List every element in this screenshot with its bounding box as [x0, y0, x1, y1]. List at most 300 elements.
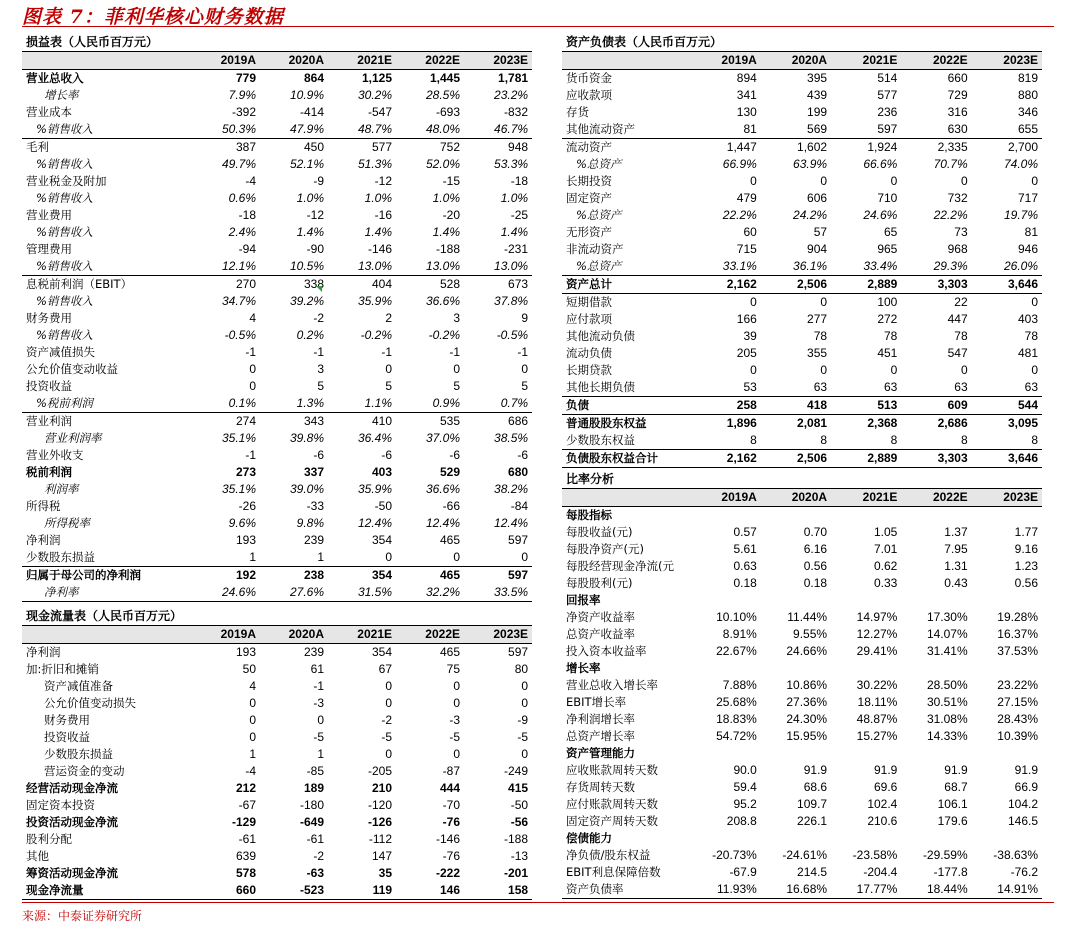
- row-label: %总资产: [576, 157, 622, 171]
- row-label: 应付款项: [566, 312, 612, 326]
- value-cell: 0: [385, 747, 392, 761]
- value-cell: 450: [303, 140, 324, 154]
- value-cell: 630: [901, 121, 971, 139]
- value-cell: -0.5%: [224, 328, 256, 342]
- row-label: %总资产: [562, 258, 691, 276]
- value-cell: 36.4%: [357, 431, 392, 445]
- value-cell: -1: [381, 345, 392, 359]
- value-cell: 18.44%: [901, 881, 971, 899]
- row-label: 公允价值变动收益: [26, 362, 118, 376]
- table-row: [22, 207, 532, 224]
- row-label: 长期投资: [566, 174, 612, 188]
- value-cell: 24.30%: [786, 712, 828, 726]
- value-cell: 81: [691, 121, 761, 139]
- value-cell: 25.68%: [716, 695, 757, 709]
- value-cell: -76: [442, 849, 460, 863]
- table-row: [562, 847, 1042, 864]
- value-cell: 1.0%: [500, 191, 529, 205]
- value-cell: 0: [820, 174, 828, 188]
- value-cell: -2: [313, 849, 324, 863]
- value-cell: -25: [510, 208, 529, 222]
- value-cell: 189: [303, 781, 324, 795]
- row-label: %销售收入: [22, 121, 192, 139]
- row-label: 管理费用: [26, 242, 72, 256]
- value-cell: 28.43%: [997, 712, 1038, 726]
- value-cell: -177.8: [933, 865, 968, 879]
- row-label: 流动资产: [566, 140, 612, 154]
- value-cell: -649: [299, 815, 324, 829]
- value-cell: 29.41%: [856, 644, 898, 658]
- value-cell: 35.9%: [357, 482, 392, 496]
- value-cell: 78: [954, 329, 968, 343]
- value-cell: 24.2%: [793, 208, 828, 222]
- value-cell: 22: [954, 295, 968, 309]
- value-cell: 0: [521, 747, 529, 761]
- value-cell: 31.08%: [926, 712, 968, 726]
- table-row: [562, 745, 1042, 762]
- value-cell: -5: [381, 730, 392, 744]
- value-cell: 192: [235, 568, 256, 582]
- value-cell: -23.58%: [852, 848, 898, 862]
- table-row: [562, 328, 1042, 345]
- row-label: 营业总收入: [22, 70, 192, 88]
- value-cell: 52.0%: [425, 157, 460, 171]
- value-cell: 715: [736, 242, 757, 256]
- row-label: 增长率: [44, 88, 79, 102]
- table-row: [22, 712, 532, 729]
- value-cell: -146: [435, 832, 460, 846]
- table-row: [22, 882, 532, 900]
- value-cell: 38.5%: [494, 431, 529, 445]
- value-cell: 17.77%: [831, 881, 901, 899]
- cashflow-panel: [22, 607, 532, 900]
- value-cell: 948: [508, 140, 529, 154]
- value-cell: 130: [736, 105, 757, 119]
- value-cell: 48.87%: [856, 712, 898, 726]
- value-cell: -205: [367, 764, 392, 778]
- value-cell: 2,335: [937, 140, 968, 154]
- year-header: 2022E: [396, 52, 464, 70]
- table-row: [562, 345, 1042, 362]
- row-label: 净利润: [26, 645, 61, 659]
- row-label: 营业总收入增长率: [566, 678, 658, 692]
- table-row: [22, 378, 532, 395]
- value-cell: 4: [249, 679, 256, 693]
- value-cell: 37.53%: [997, 644, 1038, 658]
- row-label: 少数股东损益: [22, 549, 192, 567]
- value-cell: [901, 830, 971, 847]
- value-cell: -9: [517, 713, 529, 727]
- value-cell: 729: [947, 88, 968, 102]
- value-cell: 214.5: [797, 865, 828, 879]
- table-row: [22, 139, 532, 157]
- figure-title: 图表 7：菲利华核心财务数据: [22, 6, 284, 28]
- value-cell: 5: [453, 379, 460, 393]
- value-cell: -0.2%: [360, 328, 392, 342]
- year-header: 2020A: [260, 52, 328, 70]
- value-cell: 9.8%: [296, 516, 324, 530]
- value-cell: 451: [877, 346, 898, 360]
- value-cell: 1.77: [1014, 525, 1038, 539]
- value-cell: -5: [313, 730, 324, 744]
- value-cell: 34.7%: [221, 294, 256, 308]
- row-label: 其他: [26, 849, 49, 863]
- value-cell: 36.1%: [761, 258, 831, 276]
- value-cell: 30.2%: [357, 88, 392, 102]
- row-label: 净负债/股东权益: [566, 848, 651, 862]
- value-cell: -94: [238, 242, 256, 256]
- value-cell: -693: [435, 105, 460, 119]
- value-cell: 36.6%: [425, 294, 460, 308]
- value-cell: 9: [521, 311, 529, 325]
- value-cell: 0: [249, 362, 256, 376]
- value-cell: 577: [877, 88, 898, 102]
- value-cell: 10.39%: [997, 729, 1038, 743]
- table-row: [562, 362, 1042, 379]
- row-label: 加:折旧和摊销: [26, 662, 99, 676]
- row-label: 普通股股东权益: [566, 416, 647, 430]
- value-cell: 239: [303, 645, 324, 659]
- value-cell: -76.2: [1010, 865, 1038, 879]
- value-cell: 1.31: [944, 559, 968, 573]
- value-cell: 404: [371, 277, 392, 291]
- value-cell: -5: [517, 730, 529, 744]
- value-cell: 81: [1024, 225, 1038, 239]
- value-cell: 147: [371, 849, 392, 863]
- value-cell: 0: [453, 747, 460, 761]
- value-cell: 0.43: [944, 576, 968, 590]
- value-cell: 1.4%: [500, 225, 529, 239]
- value-cell: 0: [521, 362, 529, 376]
- value-cell: 27.6%: [260, 584, 328, 602]
- row-label: %销售收入: [22, 258, 192, 276]
- value-cell: -120: [367, 798, 392, 812]
- row-label: 营业税金及附加: [26, 174, 107, 188]
- value-cell: -1: [313, 345, 324, 359]
- value-cell: -2: [381, 713, 392, 727]
- row-label: %税前利润: [22, 395, 192, 413]
- table-row: [22, 695, 532, 712]
- value-cell: -146: [367, 242, 392, 256]
- table-row: [22, 584, 532, 602]
- value-cell: 53.3%: [494, 157, 529, 171]
- value-cell: 8.91%: [722, 627, 757, 641]
- header-blank: [562, 489, 691, 507]
- value-cell: 0.56: [803, 559, 828, 573]
- row-label: 货币资金: [566, 71, 612, 85]
- value-cell: 0.70: [803, 525, 828, 539]
- row-label: 应收账款周转天数: [566, 763, 658, 777]
- value-cell: 179.6: [937, 814, 968, 828]
- value-cell: 465: [439, 568, 460, 582]
- value-cell: 529: [439, 465, 460, 479]
- value-cell: -188: [435, 242, 460, 256]
- table-row: [562, 575, 1042, 592]
- table-row: [22, 848, 532, 865]
- value-cell: 24.66%: [786, 644, 828, 658]
- value-cell: 73: [954, 225, 968, 239]
- value-cell: 68.6: [803, 780, 828, 794]
- value-cell: -0.5%: [496, 328, 529, 342]
- value-cell: -222: [435, 866, 460, 880]
- value-cell: 14.91%: [972, 881, 1042, 899]
- row-label: %销售收入: [36, 328, 93, 342]
- value-cell: 439: [807, 88, 828, 102]
- value-cell: 338: [303, 277, 324, 291]
- row-label: 每股指标: [566, 508, 612, 522]
- value-cell: [972, 660, 1042, 677]
- value-cell: 13.0%: [396, 258, 464, 276]
- value-cell: 609: [901, 397, 971, 415]
- value-cell: 0: [890, 363, 898, 377]
- year-header: 2021E: [831, 489, 901, 507]
- value-cell: 880: [1017, 88, 1038, 102]
- value-cell: -1: [517, 345, 529, 359]
- table-row: [562, 711, 1042, 728]
- value-cell: 1,447: [726, 140, 757, 154]
- value-cell: 544: [972, 397, 1042, 415]
- row-label: %销售收入: [36, 157, 93, 171]
- income-table: [22, 33, 532, 602]
- row-label: 投资活动现金净流: [26, 815, 118, 829]
- value-cell: 47.9%: [260, 121, 328, 139]
- table-row: [562, 813, 1042, 830]
- row-label: 投资收益: [26, 379, 72, 393]
- row-label: 投资收益: [44, 730, 90, 744]
- table-row: [562, 87, 1042, 104]
- value-cell: 395: [807, 71, 828, 85]
- value-cell: 2.4%: [228, 225, 256, 239]
- row-label: %销售收入: [36, 294, 93, 308]
- value-cell: 51.3%: [357, 157, 392, 171]
- value-cell: 0: [249, 696, 256, 710]
- row-label: 股利分配: [26, 832, 72, 846]
- value-cell: 166: [736, 312, 757, 326]
- value-cell: 1.3%: [260, 395, 328, 413]
- value-cell: -20.73%: [712, 848, 757, 862]
- value-cell: 0: [385, 362, 392, 376]
- value-cell: -50: [374, 499, 392, 513]
- value-cell: [831, 745, 901, 762]
- value-cell: 387: [235, 140, 256, 154]
- value-cell: -76: [442, 815, 460, 829]
- value-cell: 717: [1017, 191, 1038, 205]
- table-row: [22, 310, 532, 327]
- value-cell: 33.5%: [464, 584, 532, 602]
- value-cell: 1,781: [464, 70, 532, 88]
- row-label: 营业外收支: [26, 448, 84, 462]
- value-cell: 0.18: [733, 576, 757, 590]
- value-cell: 49.7%: [221, 157, 256, 171]
- value-cell: 210.6: [867, 814, 898, 828]
- value-cell: 13.0%: [464, 258, 532, 276]
- value-cell: 5: [385, 379, 392, 393]
- table-row: [22, 746, 532, 763]
- value-cell: 1,602: [797, 140, 828, 154]
- value-cell: [831, 592, 901, 609]
- value-cell: -3: [313, 696, 324, 710]
- value-cell: 1.05: [874, 525, 898, 539]
- table-row: [22, 361, 532, 378]
- value-cell: 39: [743, 329, 757, 343]
- value-cell: 39.8%: [289, 431, 324, 445]
- row-label: 少数股东损益: [44, 747, 113, 761]
- value-cell: [691, 507, 761, 525]
- value-cell: 19.7%: [1003, 208, 1038, 222]
- value-cell: 28.5%: [425, 88, 460, 102]
- value-cell: 119: [328, 882, 396, 900]
- table-row: [22, 814, 532, 831]
- table-row: [562, 694, 1042, 711]
- value-cell: 273: [235, 465, 256, 479]
- value-cell: 2,506: [761, 450, 831, 468]
- table-row: [562, 541, 1042, 558]
- green-cell-marker: [316, 286, 322, 292]
- value-cell: 35: [378, 866, 392, 880]
- table-row: [562, 609, 1042, 626]
- value-cell: 0.57: [733, 525, 757, 539]
- value-cell: 0: [453, 696, 460, 710]
- value-cell: -129: [231, 815, 256, 829]
- value-cell: 270: [235, 277, 256, 291]
- value-cell: 577: [371, 140, 392, 154]
- value-cell: -547: [367, 105, 392, 119]
- year-header: 2021E: [328, 52, 396, 70]
- row-label: 负债: [562, 397, 691, 415]
- value-cell: 5: [317, 379, 324, 393]
- table-row: [22, 430, 532, 447]
- title-rule: [22, 26, 1054, 27]
- value-cell: 8: [831, 432, 901, 450]
- value-cell: 7.88%: [722, 678, 757, 692]
- value-cell: -12: [374, 174, 392, 188]
- value-cell: -180: [299, 798, 324, 812]
- value-cell: 48.7%: [328, 121, 396, 139]
- value-cell: 31.5%: [328, 584, 396, 602]
- value-cell: -6: [381, 448, 392, 462]
- value-cell: 66.9%: [722, 157, 757, 171]
- value-cell: 1: [192, 549, 260, 567]
- value-cell: 444: [439, 781, 460, 795]
- value-cell: -1: [245, 448, 256, 462]
- value-cell: 10.86%: [786, 678, 828, 692]
- value-cell: [901, 507, 971, 525]
- table-row: [22, 865, 532, 882]
- table-row: [562, 276, 1042, 294]
- value-cell: 3,646: [972, 276, 1042, 294]
- value-cell: -66: [442, 499, 460, 513]
- table-row: [22, 549, 532, 567]
- value-cell: -3: [449, 713, 460, 727]
- value-cell: 14.33%: [926, 729, 968, 743]
- value-cell: 59.4: [733, 780, 757, 794]
- value-cell: 1,924: [867, 140, 898, 154]
- table-row: [22, 678, 532, 695]
- value-cell: 146.5: [1007, 814, 1038, 828]
- row-label: 息税前利润（EBIT）: [26, 277, 133, 291]
- row-label: 固定资产: [566, 191, 612, 205]
- table-row: [562, 294, 1042, 312]
- row-label: 短期借款: [566, 295, 612, 309]
- table-row: [22, 70, 532, 88]
- table-row: [562, 379, 1042, 397]
- value-cell: [761, 507, 831, 525]
- year-header: 2022E: [901, 489, 971, 507]
- value-cell: 732: [947, 191, 968, 205]
- value-cell: 32.2%: [396, 584, 464, 602]
- table-row: [562, 397, 1042, 415]
- table-row: [562, 728, 1042, 745]
- value-cell: 2,368: [867, 416, 898, 430]
- value-cell: 0: [317, 713, 324, 727]
- value-cell: 37.0%: [425, 431, 460, 445]
- row-label: 流动负债: [566, 346, 612, 360]
- value-cell: 274: [235, 414, 256, 428]
- value-cell: 12.4%: [357, 516, 392, 530]
- value-cell: 22.67%: [716, 644, 757, 658]
- row-label: 无形资产: [566, 225, 612, 239]
- value-cell: 0: [249, 713, 256, 727]
- row-label: 筹资活动现金净流: [26, 866, 118, 880]
- table-row: [562, 207, 1042, 224]
- row-label: 存货: [566, 105, 589, 119]
- value-cell: 0.1%: [192, 395, 260, 413]
- row-label: 所得税率: [44, 516, 90, 530]
- value-cell: 779: [192, 70, 260, 88]
- header-blank: [22, 52, 192, 70]
- value-cell: [901, 592, 971, 609]
- value-cell: 54.72%: [716, 729, 757, 743]
- value-cell: 57: [813, 225, 828, 239]
- value-cell: 1.0%: [432, 191, 460, 205]
- row-label: 资产负债率: [562, 881, 691, 899]
- value-cell: 3,646: [972, 450, 1042, 468]
- table-row: [562, 311, 1042, 328]
- value-cell: 33.4%: [831, 258, 901, 276]
- row-label: 存货周转天数: [566, 780, 635, 794]
- table-row: [562, 677, 1042, 694]
- value-cell: 91.9: [944, 763, 968, 777]
- value-cell: 18.11%: [857, 695, 898, 709]
- row-label: 营业费用: [26, 208, 72, 222]
- value-cell: 239: [303, 533, 324, 547]
- value-cell: 894: [736, 71, 757, 85]
- table-row: [562, 864, 1042, 881]
- value-cell: -4: [245, 764, 256, 778]
- table-row: [22, 190, 532, 207]
- value-cell: 0: [453, 362, 460, 376]
- row-label: 其他长期负债: [562, 379, 691, 397]
- row-label: 总资产增长率: [566, 729, 635, 743]
- table-row: [22, 413, 532, 431]
- value-cell: 2,889: [831, 450, 901, 468]
- value-cell: 597: [508, 533, 529, 547]
- value-cell: 8: [972, 432, 1042, 450]
- year-header: 2023E: [464, 626, 532, 644]
- table-row: [562, 660, 1042, 677]
- year-header: 2020A: [761, 52, 831, 70]
- row-label: 应收款项: [566, 88, 612, 102]
- value-cell: 3: [453, 311, 460, 325]
- value-cell: 355: [807, 346, 828, 360]
- value-cell: 418: [761, 397, 831, 415]
- row-label: 每股收益(元): [566, 525, 633, 539]
- row-label: 投入资本收益率: [566, 644, 647, 658]
- value-cell: 100: [877, 295, 898, 309]
- value-cell: 965: [877, 242, 898, 256]
- value-cell: [831, 660, 901, 677]
- row-label: 资产减值准备: [44, 679, 113, 693]
